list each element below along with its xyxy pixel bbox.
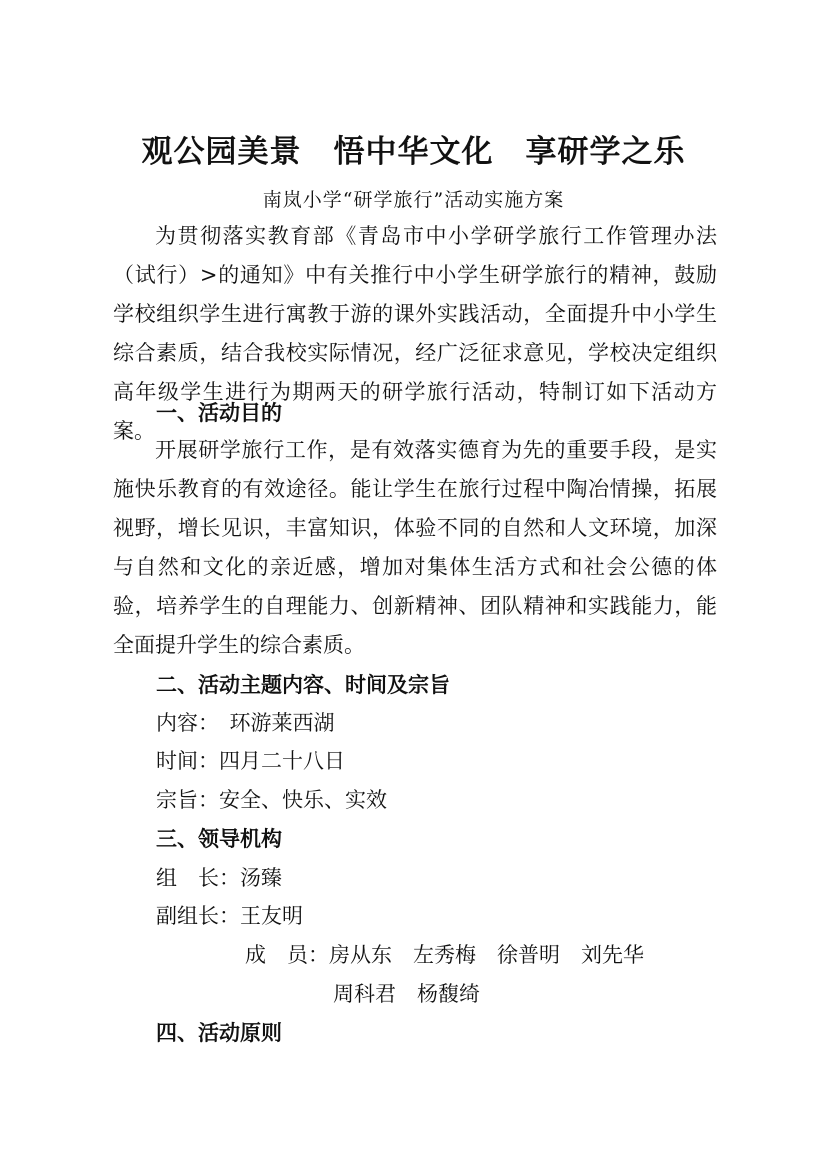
section-heading-principles: 四、活动原则: [156, 1021, 282, 1045]
section-heading-theme: 二、活动主题内容、时间及宗旨: [156, 673, 450, 697]
members-line-1: 成 员：房从东 左秀梅 徐普明 刘先华: [245, 943, 644, 967]
activity-content: 内容： 环游莱西湖: [156, 711, 335, 735]
intro-paragraph: 为贯彻落实教育部《青岛市中小学研学旅行工作管理办法（试行）>的通知》中有关推行中小学生研学旅行的精神，鼓励学校组织学生进行寓教于游的课外实践活动，全面提升中小学生综合素质，结合我校实际情况，经广泛征求意见，学校决定组织高年级学生进行为期两天的研学旅行活动，特制订如下活动方案。: [113, 224, 717, 443]
deputy-leader: 副组长：王友明: [156, 904, 303, 928]
document-subtitle: 南岚小学“研学旅行”活动实施方案: [262, 189, 565, 211]
document-title: 观公园美景 悟中华文化 享研学之乐: [141, 134, 686, 170]
section-heading-leadership: 三、领导机构: [156, 827, 282, 851]
members-line-2: 周科君 杨馥绮: [333, 982, 480, 1006]
activity-purpose: 宗旨：安全、快乐、实效: [156, 788, 387, 812]
section-heading-purpose: 一、活动目的: [156, 401, 282, 425]
purpose-paragraph: 开展研学旅行工作，是有效落实德育为先的重要手段，是实施快乐教育的有效途径。能让学生在旅行过程中陶冶情操，拓展视野，增长见识，丰富知识，体验不同的自然和人文环境，加深与自然和文化的亲近感，增加对集体生活方式和社会公德的体验，培养学生的自理能力、创新精神、团队精神和实践能力，能全面提升学生的综合素质。: [113, 438, 717, 657]
purpose-section: [113, 431, 717, 665]
group-leader: 组 长：汤臻: [156, 866, 282, 890]
activity-time: 时间：四月二十八日: [156, 749, 345, 773]
